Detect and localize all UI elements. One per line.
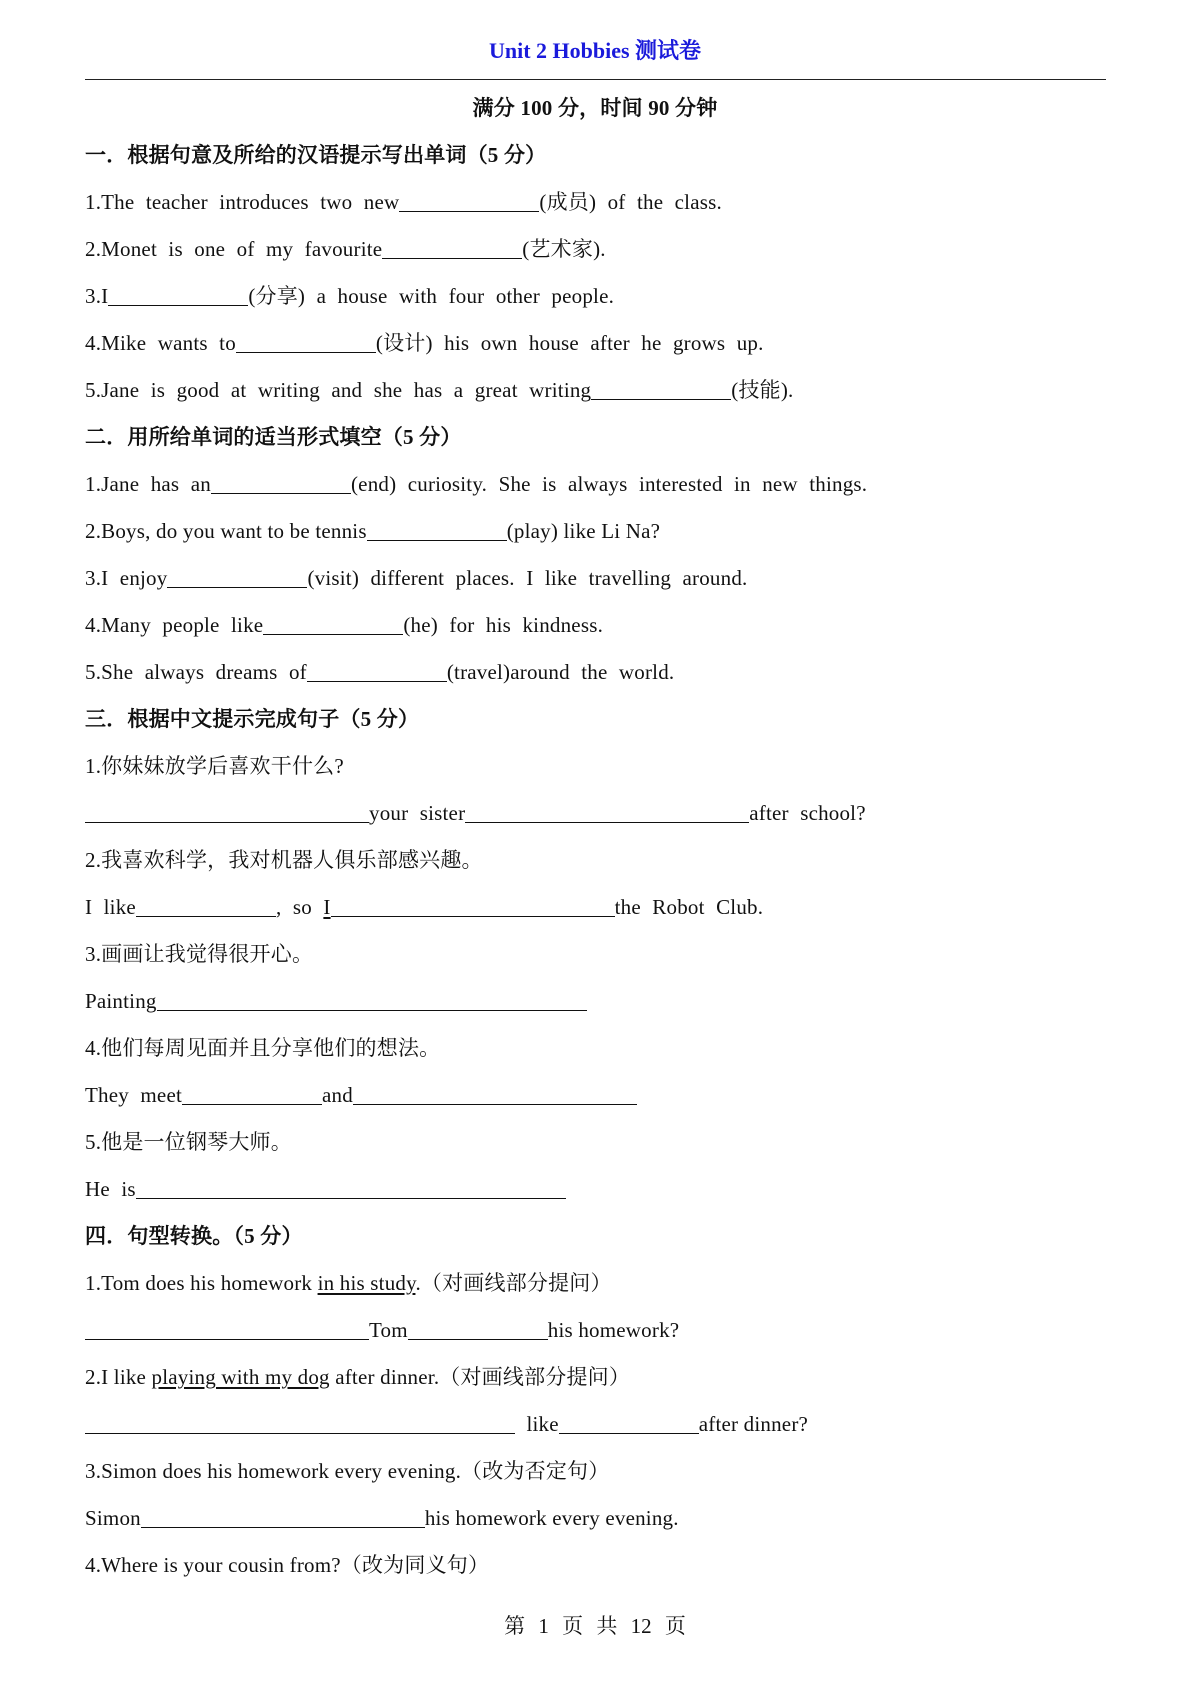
answer-blank[interactable] xyxy=(136,1176,566,1199)
s3-q2-answer: I like , so I the Robot Club. xyxy=(85,895,764,919)
answer-blank[interactable] xyxy=(236,330,376,353)
s3-q1-chinese: 1.你妹妹放学后喜欢干什么? xyxy=(85,754,344,778)
page-title: Unit 2 Hobbies 测试卷 xyxy=(488,38,702,63)
answer-blank[interactable] xyxy=(382,236,522,259)
answer-blank[interactable] xyxy=(263,612,403,635)
s2-item-5: 5.She always dreams of (travel)around the world. xyxy=(85,660,675,684)
answer-blank[interactable] xyxy=(559,1411,699,1434)
answer-blank[interactable] xyxy=(399,189,539,212)
title-divider xyxy=(85,79,1106,80)
answer-blank[interactable] xyxy=(141,1505,425,1528)
s1-item-4: 4.Mike wants to (设计) his own house after he grows up. xyxy=(85,331,764,355)
s4-q3-prompt: 3.Simon does his homework every evening.（改为否定句） xyxy=(85,1459,610,1483)
s3-q5-answer: He is xyxy=(85,1176,566,1202)
answer-blank[interactable] xyxy=(465,800,749,823)
answer-blank[interactable] xyxy=(367,518,507,541)
s1-item-3: 3.I (分享) a house with four other people. xyxy=(85,284,615,308)
answer-blank[interactable] xyxy=(136,894,276,917)
s4-q2-prompt: 2.I like playing with my dog after dinner.（对画线部分提问） xyxy=(85,1365,631,1389)
s2-item-1: 1.Jane has an (end) curiosity. She is always interested in new things. xyxy=(85,472,868,496)
s4-q1-prompt: 1.Tom does his homework in his study.（对画线部分提问） xyxy=(85,1271,612,1295)
s4-q1-answer: Tom his homework? xyxy=(85,1317,679,1343)
answer-blank[interactable] xyxy=(408,1317,548,1340)
s1-item-1: 1.The teacher introduces two new (成员) of the class. xyxy=(85,190,722,214)
s3-q4-chinese: 4.他们每周见面并且分享他们的想法。 xyxy=(85,1036,441,1060)
answer-blank[interactable] xyxy=(85,1411,515,1434)
s4-q2-answer: like after dinner? xyxy=(85,1411,808,1437)
s3-q2-chinese: 2.我喜欢科学，我对机器人俱乐部感兴趣。 xyxy=(85,848,483,872)
answer-blank[interactable] xyxy=(591,377,731,400)
section-1-heading: 一．根据句意及所给的汉语提示写出单词（5 分） xyxy=(85,143,547,167)
s2-item-4: 4.Many people like (he) for his kindness. xyxy=(85,613,604,637)
s3-q3-chinese: 3.画画让我觉得很开心。 xyxy=(85,942,314,966)
s1-item-5: 5.Jane is good at writing and she has a great writing (技能). xyxy=(85,378,794,402)
answer-blank[interactable] xyxy=(167,565,307,588)
s4-q3-answer: Simon his homework every evening. xyxy=(85,1506,679,1530)
s2-item-2: 2.Boys, do you want to be tennis (play) like Li Na? xyxy=(85,519,661,543)
page-footer: 第 1 页 共 12 页 xyxy=(504,1614,686,1638)
section-3-heading: 三．根据中文提示完成句子（5 分） xyxy=(85,707,420,731)
s4-q4-prompt: 4.Where is your cousin from?（改为同义句） xyxy=(85,1553,490,1577)
s3-q1-answer: your sister after school? xyxy=(85,800,866,826)
s3-q5-chinese: 5.他是一位钢琴大师。 xyxy=(85,1130,292,1154)
answer-blank[interactable] xyxy=(331,894,615,917)
answer-blank[interactable] xyxy=(307,659,447,682)
exam-subtitle: 满分 100 分，时间 90 分钟 xyxy=(472,96,718,120)
section-2-heading: 二．用所给单词的适当形式填空（5 分） xyxy=(85,425,462,449)
answer-blank[interactable] xyxy=(211,471,351,494)
answer-blank[interactable] xyxy=(157,988,587,1011)
answer-blank[interactable] xyxy=(353,1082,637,1105)
section-4-heading: 四．句型转换。（5 分） xyxy=(85,1224,303,1248)
s3-q4-answer: They meet and xyxy=(85,1082,637,1108)
answer-blank[interactable] xyxy=(85,800,369,823)
answer-blank[interactable] xyxy=(108,283,248,306)
s3-q3-answer: Painting xyxy=(85,988,587,1014)
answer-blank[interactable] xyxy=(182,1082,322,1105)
s2-item-3: 3.I enjoy (visit) different places. I like travelling around. xyxy=(85,566,748,590)
answer-blank[interactable] xyxy=(85,1317,369,1340)
s1-item-2: 2.Monet is one of my favourite (艺术家). xyxy=(85,237,606,261)
